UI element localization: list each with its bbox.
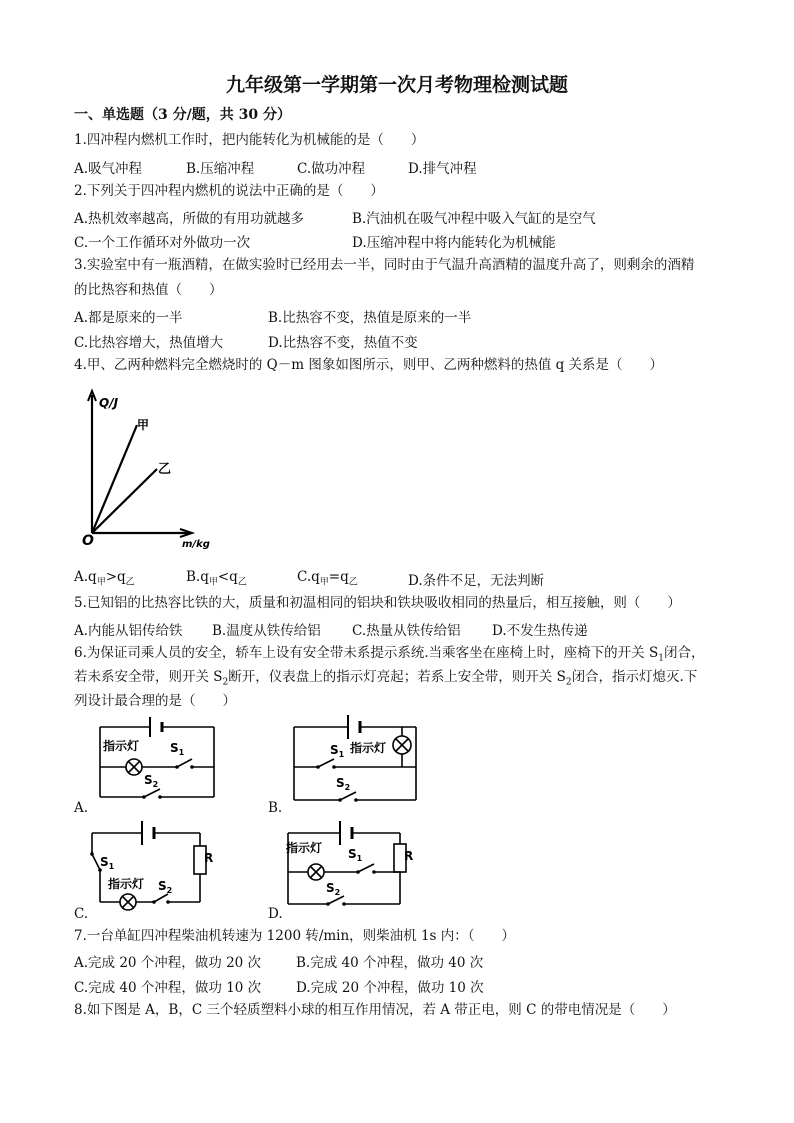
question-4-stem: 4.甲、乙两种燃料完全燃烧时的 Q－m 图象如图所示，则甲、乙两种燃料的热值 q 关系是（ ） bbox=[74, 357, 664, 373]
label-yi: 乙 bbox=[158, 462, 172, 477]
q2-option-d: D.压缩冲程中将内能转化为机械能 bbox=[352, 235, 556, 251]
question-2-stem: 2.下列关于四冲程内燃机的说法中正确的是（ ） bbox=[74, 183, 384, 199]
q5-option-c: C.热量从铁传给铝 bbox=[352, 623, 461, 639]
question-6-line3: 列设计最合理的是（ ） bbox=[74, 693, 236, 709]
q2-option-c: C.一个工作循环对外做功一次 bbox=[74, 235, 251, 251]
r-label-c: R bbox=[204, 851, 214, 865]
circuit-a bbox=[92, 712, 222, 807]
lamp-label-a: 指示灯 bbox=[103, 739, 140, 753]
circuit-b bbox=[288, 712, 423, 807]
line-jia bbox=[92, 425, 137, 533]
s1-label-c: $S_1$ bbox=[100, 855, 115, 871]
q7-option-c: C.完成 40 个冲程，做功 10 次 bbox=[74, 980, 262, 996]
q5-option-a: A.内能从铝传给铁 bbox=[74, 623, 183, 639]
q3-option-d: D.比热容不变，热值不变 bbox=[268, 335, 418, 351]
lamp-label-c: 指示灯 bbox=[108, 877, 145, 891]
s2-label-b: $S_2$ bbox=[336, 776, 351, 792]
s1-label-a: $S_1$ bbox=[170, 741, 185, 757]
circuit-c bbox=[86, 818, 216, 916]
q3-option-a: A.都是原来的一半 bbox=[74, 310, 183, 326]
q4-option-a: $A.q_甲>q_乙$ bbox=[74, 569, 135, 588]
lamp-label-b: 指示灯 bbox=[350, 741, 387, 755]
r-label-d: R bbox=[404, 849, 414, 863]
s2-label-d: $S_2$ bbox=[326, 881, 341, 897]
origin-label: O bbox=[82, 533, 94, 549]
q3-option-c: C.比热容增大，热值增大 bbox=[74, 335, 224, 351]
q5-option-d: D.不发生热传递 bbox=[492, 623, 588, 639]
lamp-label-d: 指示灯 bbox=[286, 841, 323, 855]
q6-option-d: D. bbox=[268, 906, 283, 922]
s2-label-c: $S_2$ bbox=[158, 879, 173, 895]
q1-option-d: D.排气冲程 bbox=[408, 161, 477, 177]
question-8-stem: 8.如下图是 A，B，C 三个轻质塑料小球的相互作用情况，若 A 带正电，则 C 的带电情况是（ ） bbox=[74, 1002, 676, 1018]
line-yi bbox=[92, 469, 157, 533]
x-axis-label: m/kg bbox=[182, 539, 210, 550]
question-3-stem-line1: 3.实验室中有一瓶酒精，在做实验时已经用去一半，同时由于气温升高酒精的温度升高了，则剩余的酒精 bbox=[74, 257, 695, 273]
q5-option-b: B.温度从铁传给铝 bbox=[212, 623, 321, 639]
q6-option-b: B. bbox=[268, 800, 283, 816]
question-6-line1: 6.为保证司乘人员的安全，轿车上设有安全带未系提示系统.当乘客坐在座椅上时，座椅下的开关 $S_1$闭合， bbox=[74, 645, 705, 664]
y-axis-label: Q/J bbox=[99, 396, 119, 410]
question-5-stem: 5.已知铝的比热容比铁的大，质量和初温相同的铝块和铁块吸收相同的热量后，相互接触，则（ ） bbox=[74, 595, 681, 611]
s1-label-b: $S_1$ bbox=[330, 743, 345, 759]
section-heading: 一、单选题（3 分/题，共 30 分） bbox=[74, 107, 291, 123]
question-1-stem: 1.四冲程内燃机工作时，把内能转化为机械能的是（ ） bbox=[74, 132, 425, 148]
question-6-line2: 若未系安全带，则开关 $S_2$断开，仪表盘上的指示灯亮起；若系上安全带，则开关 $S_2$闭合，指示灯熄灭.下 bbox=[74, 669, 698, 688]
label-jia: 甲 bbox=[137, 418, 150, 432]
q4-option-c: $C.q_甲=q_乙$ bbox=[297, 569, 358, 588]
circuit-d bbox=[282, 818, 417, 916]
q6-option-c: C. bbox=[74, 906, 89, 922]
q3-option-b: B.比热容不变，热值是原来的一半 bbox=[268, 310, 472, 326]
q7-option-a: A.完成 20 个冲程，做功 20 次 bbox=[74, 955, 262, 971]
s1-label-d: $S_1$ bbox=[348, 847, 363, 863]
s2-label-a: $S_2$ bbox=[144, 773, 159, 789]
question-3-stem-line2: 的比热容和热值（ ） bbox=[74, 282, 223, 298]
q2-option-a: A.热机效率越高，所做的有用功就越多 bbox=[74, 211, 305, 227]
q7-option-d: D.完成 20 个冲程，做功 10 次 bbox=[296, 980, 484, 996]
q1-option-c: C.做功冲程 bbox=[297, 161, 366, 177]
page-title: 九年级第一学期第一次月考物理检测试题 bbox=[225, 74, 568, 96]
q2-option-b: B.汽油机在吸气冲程中吸入气缸的是空气 bbox=[352, 211, 596, 227]
q4-option-d: D.条件不足，无法判断 bbox=[408, 573, 545, 589]
q1-option-a: A.吸气冲程 bbox=[74, 161, 143, 177]
q6-option-a: A. bbox=[74, 800, 89, 816]
q1-option-b: B.压缩冲程 bbox=[186, 161, 255, 177]
question-7-stem: 7.一台单缸四冲程柴油机转速为 1200 转/min，则柴油机 1s 内：（ ） bbox=[74, 928, 516, 944]
q7-option-b: B.完成 40 个冲程，做功 40 次 bbox=[296, 955, 484, 971]
q4-option-b: $B.q_甲<q_乙$ bbox=[186, 569, 247, 588]
q-m-graph bbox=[72, 385, 212, 555]
